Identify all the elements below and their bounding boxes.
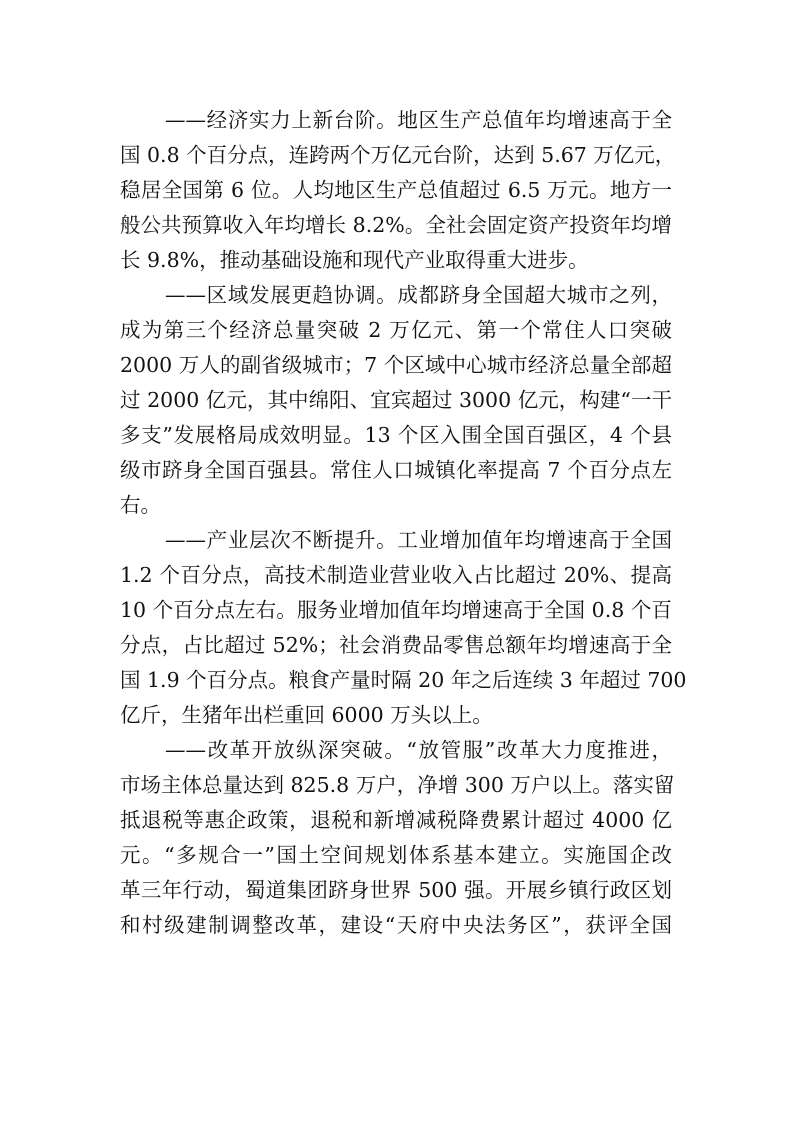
paragraph-line: 元。“多规合一”国土空间规划体系基本建立。实施国企改 <box>120 842 672 867</box>
paragraph-line: 和村级建制调整改革，建设“天府中央法务区”，获评全国 <box>120 912 672 937</box>
paragraph-line: 市场主体总量达到 825.8 万户，净增 300 万户以上。落实留 <box>120 772 675 797</box>
paragraph-line: 国 0.8 个百分点，连跨两个万亿元台阶，达到 5.67 万亿元， <box>120 142 676 167</box>
paragraph-line: 成为第三个经济总量突破 2 万亿元、第一个常住人口突破 <box>120 317 672 342</box>
paragraph-line: 般公共预算收入年均增长 8.2%。全社会固定资产投资年均增 <box>120 212 672 237</box>
paragraph-line: 分点，占比超过 52%；社会消费品零售总额年均增速高于全 <box>120 632 672 657</box>
paragraph-line: ——改革开放纵深突破。“放管服”改革大力度推进， <box>165 737 672 762</box>
paragraph-line: 过 2000 亿元，其中绵阳、宜宾超过 3000 亿元，构建“一干 <box>120 387 672 412</box>
paragraph-line: 10 个百分点左右。服务业增加值年均增速高于全国 0.8 个百 <box>120 597 672 622</box>
paragraph-line: ——经济实力上新台阶。地区生产总值年均增速高于全 <box>165 107 672 132</box>
paragraph-line: 亿斤，生猪年出栏重回 6000 万头以上。 <box>120 702 493 727</box>
paragraph-line: 长 9.8%，推动基础设施和现代产业取得重大进步。 <box>120 247 589 272</box>
paragraph-line: ——区域发展更趋协调。成都跻身全国超大城市之列， <box>165 282 672 307</box>
paragraph-line: 多支”发展格局成效明显。13 个区入围全国百强区，4 个县 <box>120 422 672 447</box>
paragraph-line: 革三年行动，蜀道集团跻身世界 500 强。开展乡镇行政区划 <box>120 877 672 902</box>
paragraph-line: ——产业层次不断提升。工业增加值年均增速高于全国 <box>165 527 672 552</box>
paragraph-line: 抵退税等惠企政策，退税和新增减税降费累计超过 4000 亿 <box>120 807 672 832</box>
paragraph-line: 稳居全国第 6 位。人均地区生产总值超过 6.5 万元。地方一 <box>120 177 672 202</box>
paragraph-line: 级市跻身全国百强县。常住人口城镇化率提高 7 个百分点左 <box>120 457 672 482</box>
paragraph-line: 右。 <box>120 492 161 517</box>
paragraph-line: 2000 万人的副省级城市；7 个区域中心城市经济总量全部超 <box>120 352 672 377</box>
paragraph-line: 1.2 个百分点，高技术制造业营业收入占比超过 20%、提高 <box>120 562 672 587</box>
paragraph-line: 国 1.9 个百分点。粮食产量时隔 20 年之后连续 3 年超过 700 <box>120 667 687 692</box>
